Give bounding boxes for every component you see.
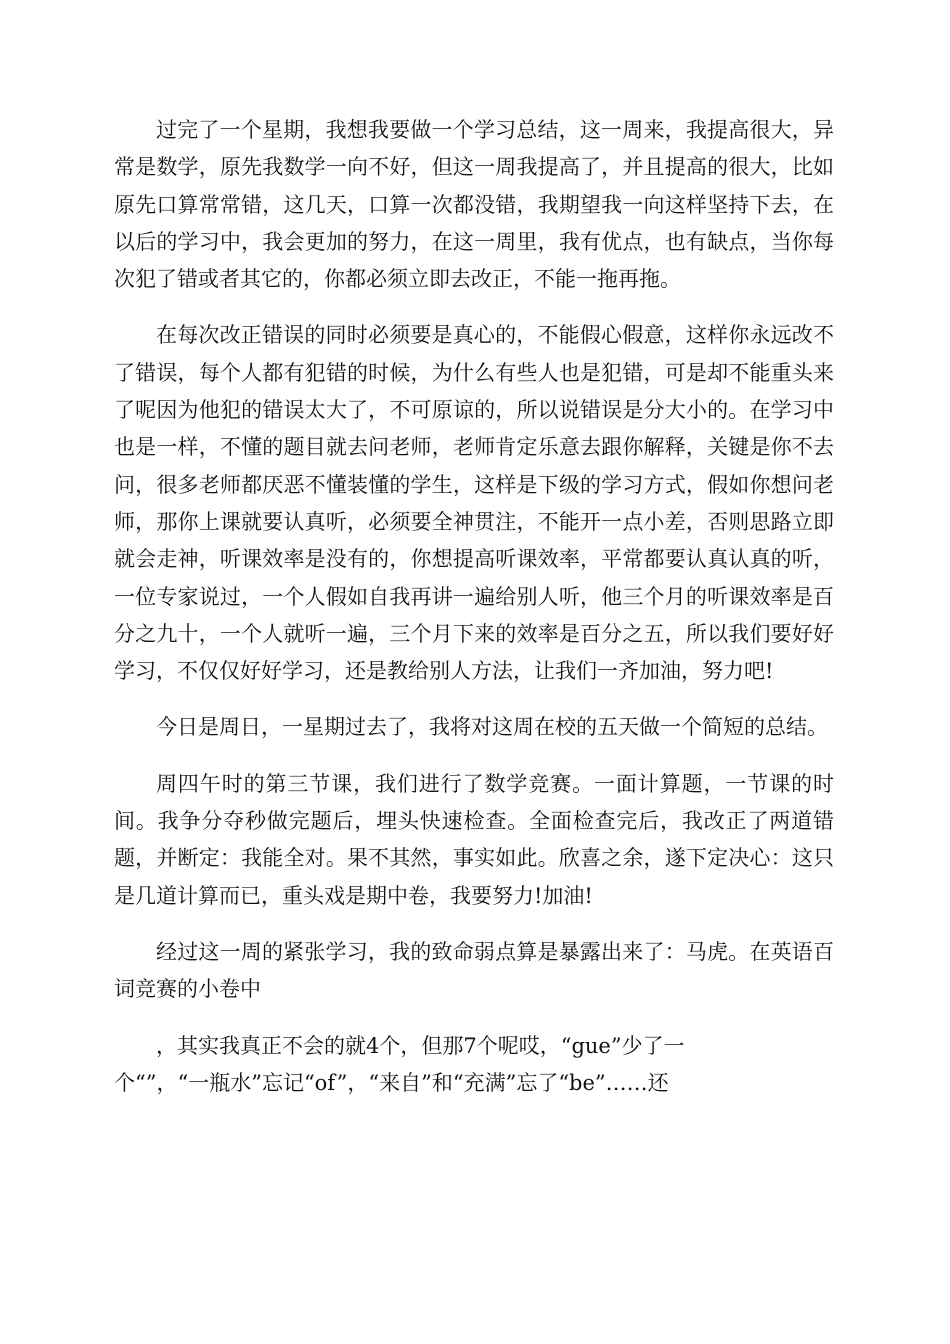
paragraph-1: 过完了一个星期，我想我要做一个学习总结，这一周来，我提高很大，异常是数学，原先我数学一向不好，但这一周我提高了，并且提高的很大，比如原先口算常常错，这几天，口算一次都没错，我期望我一向这样坚持下去，在以后的学习中，我会更加的努力，在这一周里，我有优点，也有缺点，当你每次犯了错或者其它的，你都必须立即去改正，不能一拖再拖。 [114,118,834,292]
paragraph-3: 今日是周日，一星期过去了，我将对这周在校的五天做一个简短的总结。 [156,715,828,740]
paragraph-2: 在每次改正错误的同时必须要是真心的，不能假心假意，这样你永远改不了错误，每个人都有犯错的时候，为什么有些人也是犯错，可是却不能重头来了呢因为他犯的错误太大了，不可原谅的，所以说错误是分大小的。在学习中也是一样，不懂的题目就去问老师，老师肯定乐意去跟你解释，关键是你不去问，很多老师都厌恶不懂装懂的学生，这样是下级的学习方式，假如你想问老师，那你上课就要认真听，必须要全神贯注，不能开一点小差，否则思路立即就会走神，听课效率是没有的，你想提高听课效率，平常都要认真认真的听，一位专家说过，一个人假如自我再讲一遍给别人听，他三个月的听课效率是百分之九十，一个人就听一遍，三个月下来的效率是百分之五，所以我们要好好学习，不仅仅好好学习，还是教给别人方法，让我们一齐加油，努力吧! [114,323,834,684]
paragraph-6-continuation: 个“”，“一瓶水”忘记“of”，“来自”和“充满”忘了“be”……还 [114,1070,669,1095]
paragraph-4: 周四午时的第三节课，我们进行了数学竞赛。一面计算题，一节课的时间。我争分夺秒做完题后，埋头快速检查。全面检查完后，我改正了两道错题，并断定：我能全对。果不其然，事实如此。欣喜之余，遂下定决心：这只是几道计算而已，重头戏是期中卷，我要努力!加油! [114,771,834,908]
paragraph-5: 经过这一周的紧张学习，我的致命弱点算是暴露出来了：马虎。在英语百词竞赛的小卷中 [114,939,834,1002]
paragraph-6: ，其实我真正不会的就4个，但那7个呢哎，“gue”少了一 [156,1033,685,1058]
document-body [114,112,834,1121]
